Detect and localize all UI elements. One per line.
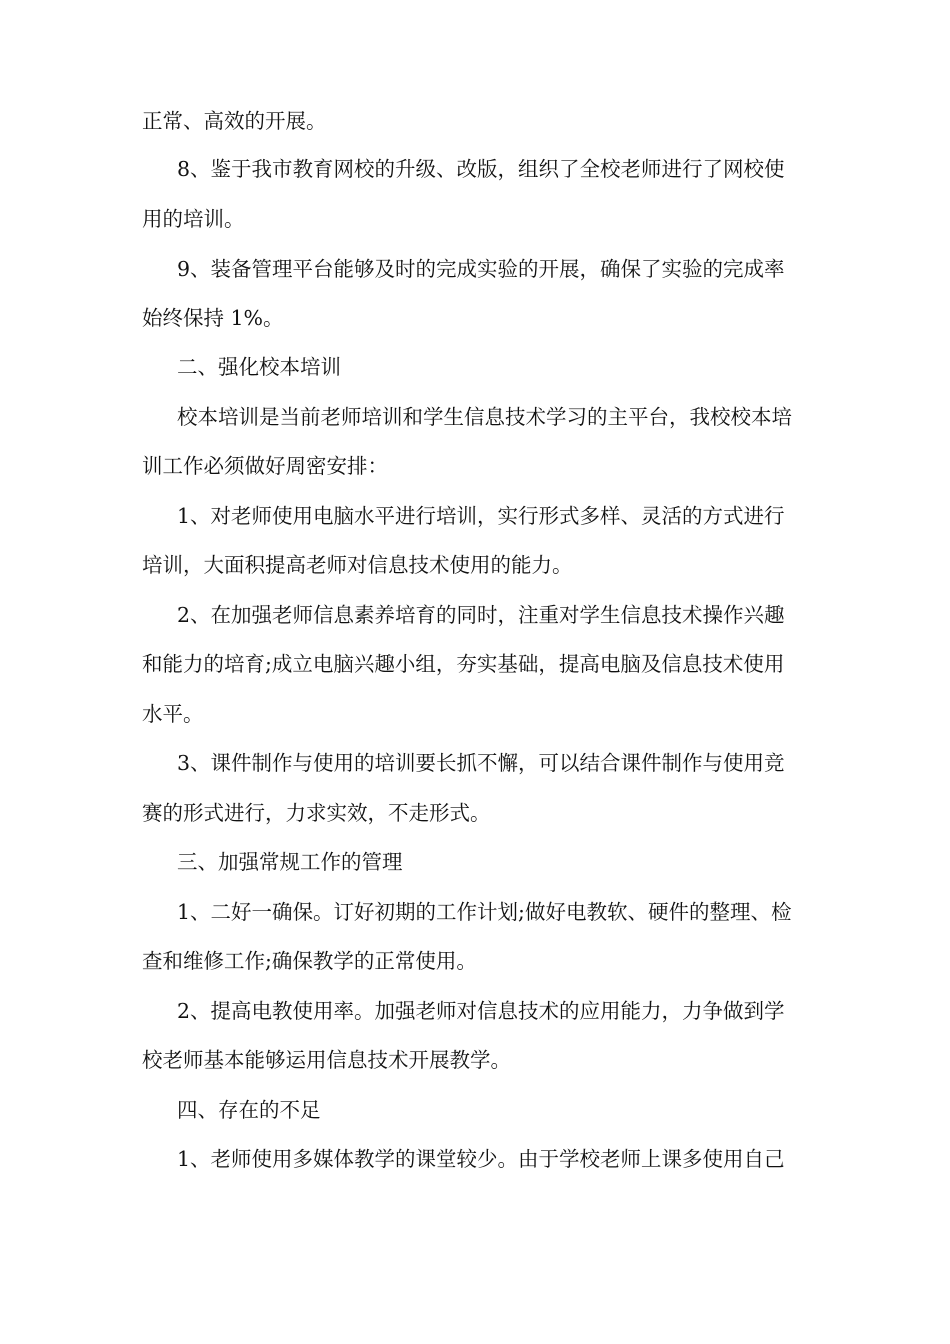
text-line: 始终保持 1%。 (142, 306, 284, 330)
text-line: 校本培训是当前老师培训和学生信息技术学习的主平台，我校校本培 (177, 405, 792, 429)
text-line: 2、提高电教使用率。加强老师对信息技术的应用能力，力争做到学 (177, 999, 785, 1023)
text-line: 和能力的培育;成立电脑兴趣小组，夯实基础，提高电脑及信息技术使用 (142, 652, 785, 676)
text-line: 用的培训。 (142, 207, 245, 231)
text-line: 训工作必须做好周密安排： (142, 454, 388, 478)
text-line: 3、课件制作与使用的培训要长抓不懈，可以结合课件制作与使用竞 (177, 751, 785, 775)
text-line: 8、鉴于我市教育网校的升级、改版，组织了全校老师进行了网校使 (177, 157, 785, 181)
text-line: 查和维修工作;确保教学的正常使用。 (142, 949, 477, 973)
text-line: 1、对老师使用电脑水平进行培训，实行形式多样、灵活的方式进行 (177, 504, 785, 528)
text-line: 水平。 (142, 702, 204, 726)
text-line: 1、二好一确保。订好初期的工作计划;做好电教软、硬件的整理、检 (177, 900, 792, 924)
section-heading: 二、强化校本培训 (177, 355, 341, 379)
section-heading: 四、存在的不足 (177, 1098, 321, 1122)
text-line: 9、装备管理平台能够及时的完成实验的开展，确保了实验的完成率 (177, 257, 785, 281)
text-line: 正常、高效的开展。 (142, 109, 327, 133)
text-line: 校老师基本能够运用信息技术开展教学。 (142, 1048, 511, 1072)
text-line: 赛的形式进行，力求实效，不走形式。 (142, 801, 491, 825)
section-heading: 三、加强常规工作的管理 (177, 850, 403, 874)
text-line: 2、在加强老师信息素养培育的同时，注重对学生信息技术操作兴趣 (177, 603, 785, 627)
text-line: 1、老师使用多媒体教学的课堂较少。由于学校老师上课多使用自己 (177, 1147, 785, 1171)
text-line: 培训，大面积提高老师对信息技术使用的能力。 (142, 553, 573, 577)
